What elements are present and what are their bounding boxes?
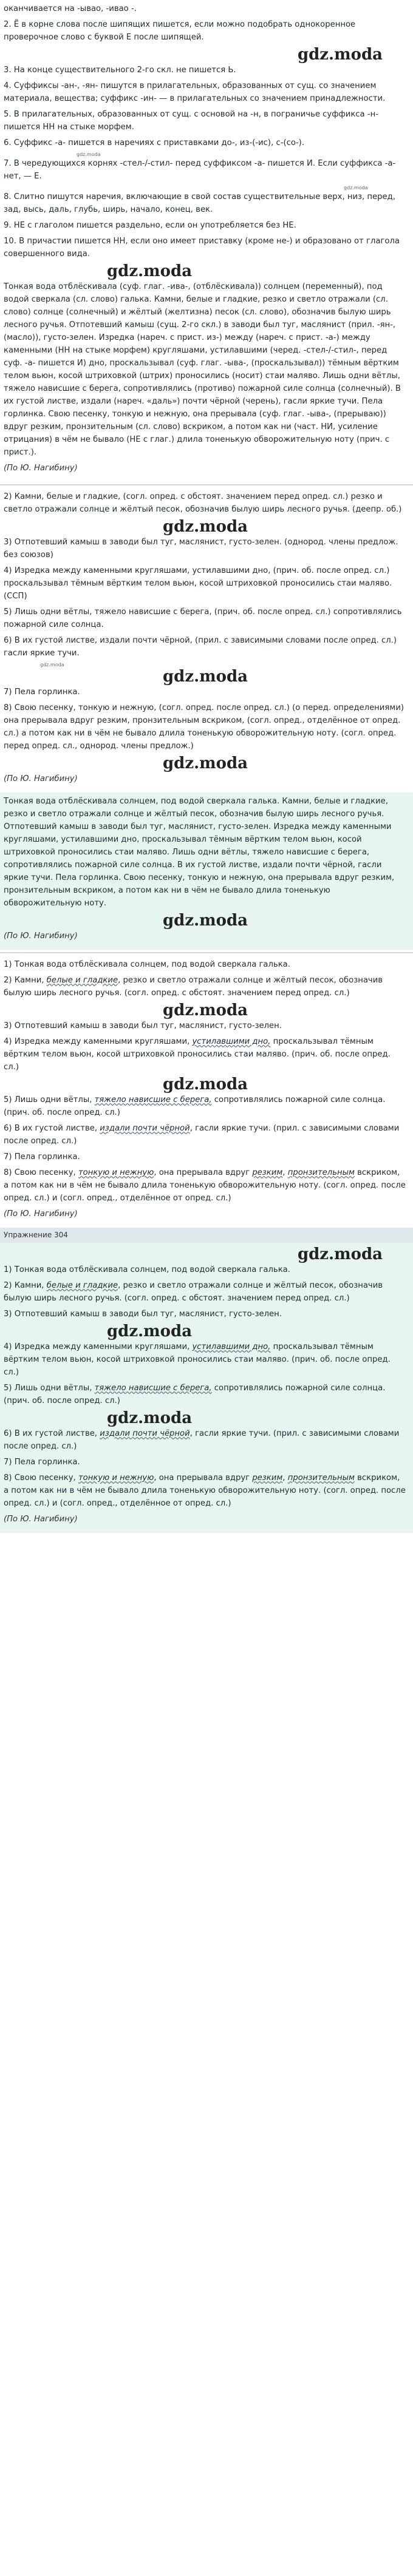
watermark: gdz.moda bbox=[107, 262, 193, 280]
analysis-line: 8) Свою песенку, тонкую и нежную, она прерывала вдруг резким, пронзительным вскриком, а потом как ни в чём не бывало длила тоненькую обворожительную ноту. (согл. опред. после опред. сл.) и (согл. опред., отделённое от опред. сл.) bbox=[4, 1473, 406, 1508]
watermark-small: gdz.moda bbox=[40, 662, 64, 668]
watermark-small: gdz.moda bbox=[77, 152, 101, 157]
rule-item: 10. В причастии пишется НН, если оно имеет приставку (кроме не-) и образовано от глагола совершенного вида. bbox=[4, 237, 400, 259]
rule-item: оканчивается на -ывао, -ивао -. bbox=[4, 4, 137, 13]
underlined-phrase: резким bbox=[252, 1168, 283, 1177]
analysis-line: 3) Отпотевший камыш в заводи был туг, маслянист, густо-зелен. bbox=[4, 1021, 282, 1030]
analysis-line: 4) Изредка между каменными кругляшами, устилавшими дно, проскальзывал тёмным вёртким телом вьюн, косой штриховкой проносились стаи маляво. (прич. об. после опред. сл.) bbox=[4, 1037, 391, 1072]
watermark: gdz.moda bbox=[162, 754, 248, 772]
analysis-line: 5) Лишь одни вётлы, тяжело нависшие с берега, (прич. об. после опред. сл.) сопротивлялись пожарной силе солнца. bbox=[4, 607, 402, 629]
analysis-line: 2) Камни, белые и гладкие, резко и светло отражали солнце и жёлтый песок, обозначив былую ширь лесного ручья. (согл. опред. с обстоят. значением перед опред. сл.) bbox=[4, 976, 383, 998]
watermark-small: gdz.moda bbox=[344, 185, 368, 191]
underlined-phrase: тонкую и нежную bbox=[78, 1473, 154, 1482]
watermark: gdz.moda bbox=[107, 1409, 193, 1427]
underlined-phrase: издали почти чёрной bbox=[100, 1124, 190, 1133]
watermark: gdz.moda bbox=[297, 46, 383, 64]
rule-item: 5. В прилагательных, образованных от сущ. с основой на -н, в пограничье суффикса -н- пишется НН на стыке морфем. bbox=[4, 110, 378, 132]
author-signature: (По Ю. Нагибину) bbox=[4, 464, 78, 473]
rule-item: 7. В чередующихся корнях -стел-/-стил- перед суффиксом -а- пишется И. Если суффикса -а- нет, — Е. bbox=[4, 159, 396, 181]
analysis-line: 7) Пела горлинка. bbox=[4, 1152, 80, 1161]
analysis-line: 1) Тонкая вода отблёскивала солнцем, под водой сверкала галька. bbox=[4, 960, 290, 969]
analysis-line: 1) Тонкая вода отблёскивала солнцем, под водой сверкала галька. bbox=[4, 1265, 290, 1274]
author-signature: (По Ю. Нагибину) bbox=[4, 1209, 78, 1219]
underlined-phrase: пронзительным bbox=[287, 1473, 355, 1482]
analysis-line: 5) Лишь одни вётлы, тяжело нависшие с берега, сопротивлялись пожарной силе солнца. (прич. об. после опред. сл.) bbox=[4, 1384, 386, 1405]
author-signature: (По Ю. Нагибину) bbox=[4, 774, 78, 783]
rule-item: 3. На конце существительного 2-го скл. не пишется Ь. bbox=[4, 66, 236, 75]
rule-item: 8. Слитно пишутся наречия, включающие в свой состав существительные верх, низ, перед, зад, высь, даль, глубь, ширь, начало, конец, век. bbox=[4, 192, 395, 214]
underlined-phrase: устилавшими дно, bbox=[192, 1342, 271, 1351]
analysis-line: 3) Отпотевший камыш в заводи был туг, маслянист, густо-зелен. bbox=[4, 1310, 282, 1319]
watermark: gdz.moda bbox=[162, 1001, 248, 1019]
watermark: gdz.moda bbox=[162, 518, 248, 536]
analysis-line: 3) Отпотевший камыш в заводи был туг, маслянист, густо-зелен. (однород. члены предлож. без союзов) bbox=[4, 538, 398, 559]
full-text-section bbox=[0, 793, 413, 950]
analysis-line: 7) Пела горлинка. bbox=[4, 1458, 80, 1467]
underlined-phrase: тяжело нависшие с берега, bbox=[94, 1384, 212, 1393]
analysis-line: 2) Камни, белые и гладкие, резко и светло отражали солнце и жёлтый песок, обозначив былую ширь лесного ручья. (согл. опред. с обстоят. значением перед опред. сл.) bbox=[4, 1281, 383, 1303]
underlined-phrase: тонкую и нежную bbox=[78, 1168, 154, 1177]
divider bbox=[0, 952, 413, 953]
analysis-line: 6) В их густой листве, издали почти чёрной, (прил. с зависимыми словами после опред. сл.) гасли яркие тучи. bbox=[4, 636, 397, 658]
rules-section bbox=[0, 0, 413, 482]
author-signature: (По Ю. Нагибину) bbox=[4, 1515, 78, 1524]
analysis-line: 8) Свою песенку, тонкую и нежную, она прерывала вдруг резким, пронзительным вскриком, а потом как ни в чём не бывало длила тоненькую обворожительную ноту. (согл. опред. после опред. сл.) и (согл. опред., отделённое от опред. сл.) bbox=[4, 1168, 406, 1203]
analysis-section-1 bbox=[0, 488, 413, 793]
analysis-line: 8) Свою песенку, тонкую и нежную, (согл. опред. после опред. сл.) (о перед. определениями) она прерывала вдруг резким, пронзительным вскриком, (согл. опред., отделённое от опред. сл.) а потом как ни в чём не бывало длила тоненькую обворожительную ноту. (согл. опред. перед опред. сл., однород. члены предлож.) bbox=[4, 703, 404, 751]
watermark: gdz.moda bbox=[107, 1322, 193, 1340]
analysis-line: 7) Пела горлинка. bbox=[4, 688, 80, 697]
rule-item: 2. Ё в корне слова после шипящих пишется, если можно подобрать однокоренное проверочное слово с буквой Е после шипящей. bbox=[4, 20, 356, 42]
underlined-phrase: устилавшими дно, bbox=[192, 1037, 271, 1046]
analysis-line: 4) Изредка между каменными кругляшами, устилавшими дно, проскальзывал тёмным вёртким телом вьюн, косой штриховкой проносились стаи маляво. (прич. об. после опред. сл.) bbox=[4, 1342, 391, 1377]
watermark: gdz.moda bbox=[297, 1245, 383, 1263]
underlined-phrase: издали почти чёрной bbox=[100, 1429, 190, 1438]
full-text: Тонкая вода отблёскивала солнцем, под водой сверкала галька. Камни, белые и гладкие, резко и светло отражали солнце и жёлтый песок, обозначив былую ширь лесного ручья. Отпотевший камыш в заводи был туг, маслянист, густо-зелен. Изредка между каменными кругляшами, устилавшими дно, проскальзывал тёмным вёртким телом вьюн, косой штриховкой проносились стаи маляво. Лишь одни вётлы, тяжело нависшие с берега, сопротивлялись пожарной силе солнца. В их густой листве, издали почти чёрной, гасли яркие тучи. Пела горлинка. Свою песенку, тонкую и нежную, она прерывала вдруг резким, пронзительным вскриком, а потом как ни в чём не бывало длила тоненькую обворожительную ноту. bbox=[4, 797, 395, 908]
underlined-phrase: пронзительным bbox=[287, 1168, 355, 1177]
divider bbox=[0, 484, 413, 485]
analysis-section-3 bbox=[0, 1243, 413, 1533]
analysis-line: 5) Лишь одни вётлы, тяжело нависшие с берега, сопротивлялись пожарной силе солнца. (прич. об. после опред. сл.) bbox=[4, 1095, 386, 1117]
underlined-phrase: белые и гладкие bbox=[46, 976, 118, 985]
underlined-phrase: тяжело нависшие с берега, bbox=[94, 1095, 212, 1104]
underlined-phrase: белые и гладкие bbox=[46, 1281, 118, 1290]
rule-item: 9. НЕ с глаголом пишется раздельно, если он употребляется без НЕ. bbox=[4, 221, 296, 230]
annotated-text: Тонкая вода отблёскивала (суф. глаг. -ива-, (отблёскивала)) солнцем (переменный), под водой сверкала (сл. слово) галька. Камни, белые и гладкие, резко и светло отражали (сл. слово) солнце (солнечный) и жёлтый (желтизна) песок (сл. слово), обозначив былую ширь лесного ручья. Отпотевший камыш (сущ. 2-го скл.) в заводи был туг, маслянист (прил. -ян-, (масло)), густо-зелен. Изредка (нареч. с прист. из-) между (нареч. с прист. -а-) между каменными (НН на стыке морфем) кругляшами, устилавшими (черед. -стел-/-стил-, перед суф. -а- пишется И) дно, проскальзывал (суф. глаг. -ыва-, (проскальзывал)) тёмным вёртким телом вьюн, косой штриховкой (штрих) проносились (носит) стаи маляво. Лишь одни вётлы, тяжело нависшие с берега, сопротивлялись (противо) пожарной силе солнца (солнечный). В их густой листве, издали (нареч. «даль») почти чёрной (черень), гасли яркие тучи. Пела горлинка. Свою песенку, тонкую и нежную, она прерывала (суф. глаг. -ыва-, (прерываю)) вдруг резким, пронзительным (сл. слово) вскриком, а потом как ни (част. НИ, усиление отрицания) в чём не бывало (НЕ с глаг.) длила тоненькую обворожительную ноту (прич. с прист.). bbox=[4, 282, 401, 457]
analysis-line: 2) Камни, белые и гладкие, (согл. опред. с обстоят. значением перед опред. сл.) резко и светло отражали солнце и жёлтый песок, обозначив былую ширь лесного ручья. (деепр. об.) bbox=[4, 492, 402, 514]
analysis-line: 4) Изредка между каменными кругляшами, устилавшими дно, (прич. об. после опред. сл.) проскальзывал тёмным вёртким телом вьюн, косой штриховкой проносились стаи маляво. (ССП) bbox=[4, 566, 392, 601]
author-signature: (По Ю. Нагибину) bbox=[4, 931, 78, 941]
watermark: gdz.moda bbox=[162, 1075, 248, 1094]
analysis-line: 6) В их густой листве, издали почти чёрной, гасли яркие тучи. (прил. с зависимыми словами после опред. сл.) bbox=[4, 1124, 400, 1146]
rule-item: 4. Суффиксы -ан-, -ян- пишутся в прилагательных, образованных от сущ. со значением материала, вещества; суффикс -ин- — в прилагательных со значением принадлежности. bbox=[4, 81, 386, 103]
analysis-line: 6) В их густой листве, издали почти чёрной, гасли яркие тучи. (прил. с зависимыми словами после опред. сл.) bbox=[4, 1429, 400, 1451]
watermark: gdz.moda bbox=[162, 911, 248, 930]
rule-item: 6. Суффикс -а- пишется в наречиях с приставками до-, из-(-ис), с-(со-). bbox=[4, 138, 305, 147]
watermark: gdz.moda bbox=[162, 668, 248, 686]
analysis-section-2 bbox=[0, 956, 413, 1228]
exercise-header: Упражнение 304 bbox=[0, 1228, 413, 1243]
underlined-phrase: резким bbox=[252, 1473, 283, 1482]
